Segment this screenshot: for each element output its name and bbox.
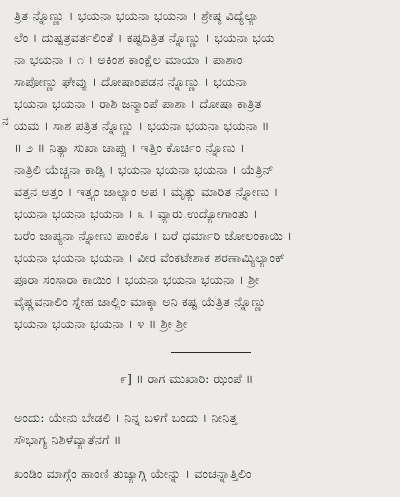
verse-line: ಭಯನಾ ಭಯನಾ । ರಾಶಿ ಜನ್ಮಾಂಪೆ ಪಾಶಾ । ದೋಷಾ ಕಾತ್ರಿತ (14, 96, 262, 111)
section-divider (171, 352, 251, 353)
verse-line: ಭಯನಾ ಭಯನಾ ಭಯನಾ । ೩ । ವ್ಯಾರು ಉದ್ಯೋಗಾಂತು । (14, 206, 258, 221)
body-line: ಅಂದು: ಯೇನು ಬೇಡಲಿ । ನಿನ್ನ ಬಳಿಗೆ ಬಂದು । ನೀನಿತ್ತ (14, 410, 238, 425)
verse-line: ವೈಷ್ಣವನಾಲಿಂ ಸ್ನೇಹ ಜಾಲ್ಲಿಂ ಮಾಕ್ಕಾ ಅನಿ ಕಷ್ಟ ಯೆತ್ರಿತ ನ್ನೊಣ್ಣು (14, 294, 267, 309)
verse-line: ತ್ರಿತ ನ್ನೊಣ್ಣು । ಭಯನಾ ಭಯನಾ ಭಯನಾ । ಶ್ರೇಷ್ಠ ವಿದ್ಯೆಲ್ಯಾ (14, 8, 259, 23)
body-line: ಖಂಡಿಂ ಮಾಗ್ಗೆಂ ಹಾಂಣಿ ತುಜ್ಯಾಗ್ಗಿ ಯೇನ್ನು । ವಂಚನ್ನಾತ್ತಿಲಿಂ (14, 466, 252, 481)
verse-line: ನಾತ್ರಿಲಿ ಯೆಚ್ಚನಾ ಕಾಡ್ಸಿ । ಭಯನಾ ಭಯನಾ ಭಯನಾ । ಯೆತ್ರಿನ್ (14, 162, 274, 177)
section-heading: ೯] ॥ ರಾಗ ಮುಖಾರಿ: ಝಂಪೆ ॥ (120, 371, 254, 386)
body-line: ಸೌಭಾಗ್ಯ ನಿಶಿಳೆವ್ಯಾತೆನಗೆ ॥ (14, 432, 122, 447)
verse-line: ಪೂರಾ ಸಂಸಾರಾ ಕಾಯಿಂ । ಭಯನಾ ಭಯನಾ ಭಯನಾ । ಶ್ರೀ (14, 272, 260, 287)
verse-line: ನಾ ಭಯನಾ । ೧ । ಅಕಿಂಶ ಕಾಂಕ್ಷೆಲ ಮಾಯಾ । ಪಾಶಾಂ (14, 52, 243, 67)
verse-line: ಬರೆಂ ಜಾಪ್ಯನಾ ನ್ನೋಣು ಪಾಂಕೊ । ಬರೆ ಧರ್ಮಾರಿ ಜೋಲಂಕಾಯಿ । (14, 228, 293, 243)
verse-line: ಲೆಂ । ದುಷ್ಪತ್ರವರ್ತಲಿಂತೆ । ಕಷ್ಟದಿತ್ರಿತ ನ್ನೊಣ್ಣು । ಭಯನಾ ಭಯ (14, 30, 275, 45)
margin-mark: ನ (2, 114, 9, 128)
verse-line: ವತ್ತನ ಅತ್ತಂ । ಇತ್ತ್ಯಂ ಜಾಲ್ಯಾಂ ಅಪ । ಮೃತ್ಯು ಮಾರಿತ ನ್ನೋಣು । (14, 184, 279, 199)
verse-line: ಸಾಪೋಣ್ಣು ಘೇವ್ಯು । ದೋಷಾಂಪಡನ ನ್ನೊಣ್ಣು । ಭಯನಾ (14, 74, 248, 89)
verse-line: ಯಮ । ಸಾಶ ಪತ್ರಿತ ನ್ನೊಣ್ಣು । ಭಯನಾ ಭಯನಾ ಭಯನಾ ॥ (14, 118, 270, 133)
verse-line: ಭಯನಾ ಭಯನಾ ಭಯನಾ । ವೀರ ವೆಂಕಟೇಶಾಕ ಶರಣಾಮ್ಯಿಲ್ಯಾಂಕ್ (14, 250, 285, 265)
verse-line: ಭಯನಾ ಭಯನಾ ಭಯನಾ । ೪ ॥ ಶ್ರೀ ಶ್ರೀ (14, 316, 188, 331)
verse-line: ॥ ೨ ॥ ನಿತ್ಯಾ ಸುಖಾ ಚಾಪ್ಸು । ಇತ್ತಿಂ ಕೊರ್ಚಿಂ ನ್ನೊಣು । (14, 140, 245, 155)
